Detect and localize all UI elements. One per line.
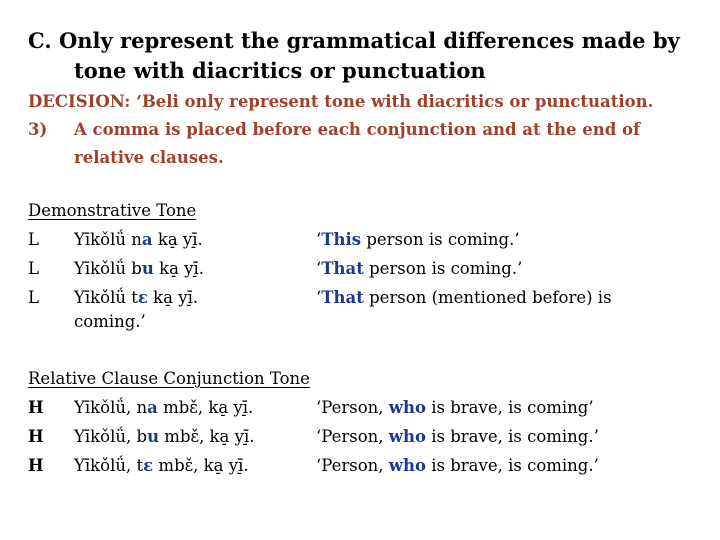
slide-title-line-1: C. Only represent the grammatical differences made by — [28, 28, 680, 53]
decision-number: 3) — [28, 120, 48, 139]
example-sentence: Yīkǒlǘ tɛ ka̠ yī̠. — [74, 288, 199, 307]
tone-mark: L — [28, 259, 39, 278]
example-sentence: Yīkǒlǘ, na mbɛ̌, ka̠ yī̠. — [74, 398, 254, 417]
gloss: ‘Person, who is brave, is coming’ — [316, 398, 594, 417]
gloss: ‘That person (mentioned before) is — [316, 288, 612, 307]
tone-mark: H — [28, 398, 44, 417]
example-sentence: Yīkǒlǘ bu ka̠ yī̠. — [74, 259, 204, 278]
gloss: ‘Person, who is brave, is coming.’ — [316, 427, 599, 446]
tone-mark: L — [28, 288, 39, 307]
example-sentence: Yīkǒlǘ, bu mbɛ̌, ka̠ yī̠. — [74, 427, 255, 446]
example-sentence: Yīkǒlǘ na ka̠ yī̠. — [74, 230, 203, 249]
gloss-continuation: coming.’ — [74, 312, 146, 331]
tone-mark: H — [28, 427, 44, 446]
decision-line-1: DECISION: ‘Beli only represent tone with diacritics or punctuation. — [28, 92, 654, 111]
example-sentence: Yīkǒlǘ, tɛ mbɛ̌, ka̠ yī̠. — [74, 456, 249, 475]
gloss: ‘Person, who is brave, is coming.’ — [316, 456, 599, 475]
gloss: ‘This person is coming.’ — [316, 230, 520, 249]
decision-line-3: relative clauses. — [74, 148, 224, 167]
tone-mark: H — [28, 456, 44, 475]
slide-title-line-2: tone with diacritics or punctuation — [74, 58, 486, 83]
decision-line-2: A comma is placed before each conjunction and at the end of — [74, 120, 641, 139]
tone-mark: L — [28, 230, 39, 249]
gloss: ‘That person is coming.’ — [316, 259, 523, 278]
demonstrative-heading: Demonstrative Tone — [28, 201, 197, 220]
relative-heading: Relative Clause Conjunction Tone — [28, 369, 310, 388]
